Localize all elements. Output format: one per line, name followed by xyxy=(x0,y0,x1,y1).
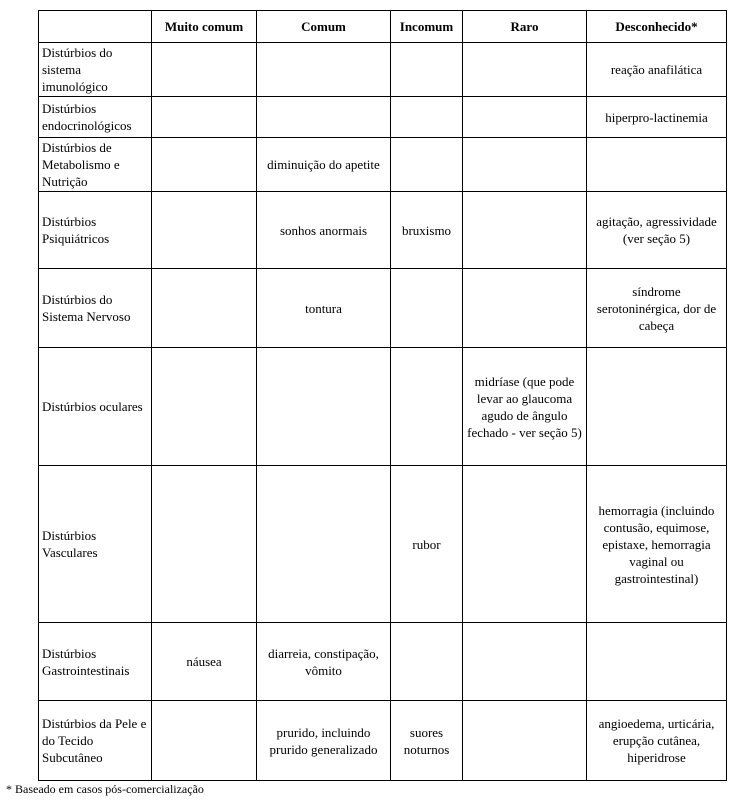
common-cell: sonhos anormais xyxy=(257,192,391,269)
very-common-cell xyxy=(152,97,257,138)
common-cell xyxy=(257,348,391,466)
very-common-cell xyxy=(152,348,257,466)
uncommon-cell xyxy=(391,43,463,97)
unknown-cell: síndrome serotoninérgica, dor de cabeça xyxy=(587,269,727,348)
table-row xyxy=(39,43,727,97)
rare-cell xyxy=(463,43,587,97)
very-common-cell xyxy=(152,466,257,623)
header-cell-rare: Raro xyxy=(463,11,587,43)
soc-cell: Distúrbios Psiquiátricos xyxy=(39,192,152,269)
unknown-cell: angioedema, urticária, erupção cutânea, hiperidrose xyxy=(587,701,727,781)
very-common-cell xyxy=(152,701,257,781)
common-cell xyxy=(257,466,391,623)
uncommon-cell: bruxismo xyxy=(391,192,463,269)
header-cell-unknown: Desconhecido* xyxy=(587,11,727,43)
rare-cell xyxy=(463,623,587,701)
common-cell: prurido, incluindo prurido generalizado xyxy=(257,701,391,781)
header-row xyxy=(39,11,727,43)
very-common-cell: náusea xyxy=(152,623,257,701)
uncommon-cell xyxy=(391,138,463,192)
header-cell-uncommon: Incomum xyxy=(391,11,463,43)
common-cell: diminuição do apetite xyxy=(257,138,391,192)
header-cell-common: Comum xyxy=(257,11,391,43)
uncommon-cell: suores noturnos xyxy=(391,701,463,781)
rare-cell xyxy=(463,466,587,623)
soc-cell: Distúrbios endocrinológicos xyxy=(39,97,152,138)
unknown-cell: agitação, agressividade (ver seção 5) xyxy=(587,192,727,269)
rare-cell: midríase (que pode levar ao glaucoma agudo de ângulo fechado - ver seção 5) xyxy=(463,348,587,466)
adverse-reactions-table xyxy=(38,10,727,781)
table-row xyxy=(39,623,727,701)
unknown-cell xyxy=(587,348,727,466)
table-row xyxy=(39,701,727,781)
common-cell: diarreia, constipação, vômito xyxy=(257,623,391,701)
unknown-cell: hemorragia (incluindo contusão, equimose, epistaxe, hemorragia vaginal ou gastrointestinal) xyxy=(587,466,727,623)
soc-cell: Distúrbios de Metabolismo e Nutrição xyxy=(39,138,152,192)
header-cell-very-common: Muito comum xyxy=(152,11,257,43)
rare-cell xyxy=(463,192,587,269)
soc-cell: Distúrbios do Sistema Nervoso xyxy=(39,269,152,348)
common-cell xyxy=(257,97,391,138)
uncommon-cell xyxy=(391,348,463,466)
unknown-cell: reação anafilática xyxy=(587,43,727,97)
very-common-cell xyxy=(152,138,257,192)
uncommon-cell xyxy=(391,97,463,138)
table-row xyxy=(39,466,727,623)
soc-cell: Distúrbios da Pele e do Tecido Subcutâneo xyxy=(39,701,152,781)
very-common-cell xyxy=(152,192,257,269)
soc-cell: Distúrbios Vasculares xyxy=(39,466,152,623)
soc-cell: Distúrbios Gastrointestinais xyxy=(39,623,152,701)
unknown-cell xyxy=(587,138,727,192)
very-common-cell xyxy=(152,43,257,97)
rare-cell xyxy=(463,269,587,348)
rare-cell xyxy=(463,701,587,781)
table-row xyxy=(39,348,727,466)
uncommon-cell xyxy=(391,623,463,701)
header-cell-soc xyxy=(39,11,152,43)
table-row xyxy=(39,269,727,348)
soc-cell: Distúrbios do sistema imunológico xyxy=(39,43,152,97)
table-row xyxy=(39,138,727,192)
uncommon-cell: rubor xyxy=(391,466,463,623)
unknown-cell: hiperpro-lactinemia xyxy=(587,97,727,138)
table-row xyxy=(39,97,727,138)
soc-cell: Distúrbios oculares xyxy=(39,348,152,466)
unknown-cell xyxy=(587,623,727,701)
rare-cell xyxy=(463,138,587,192)
footnote: * Baseado em casos pós-comercialização xyxy=(6,782,204,796)
table-row xyxy=(39,192,727,269)
common-cell: tontura xyxy=(257,269,391,348)
uncommon-cell xyxy=(391,269,463,348)
very-common-cell xyxy=(152,269,257,348)
rare-cell xyxy=(463,97,587,138)
common-cell xyxy=(257,43,391,97)
